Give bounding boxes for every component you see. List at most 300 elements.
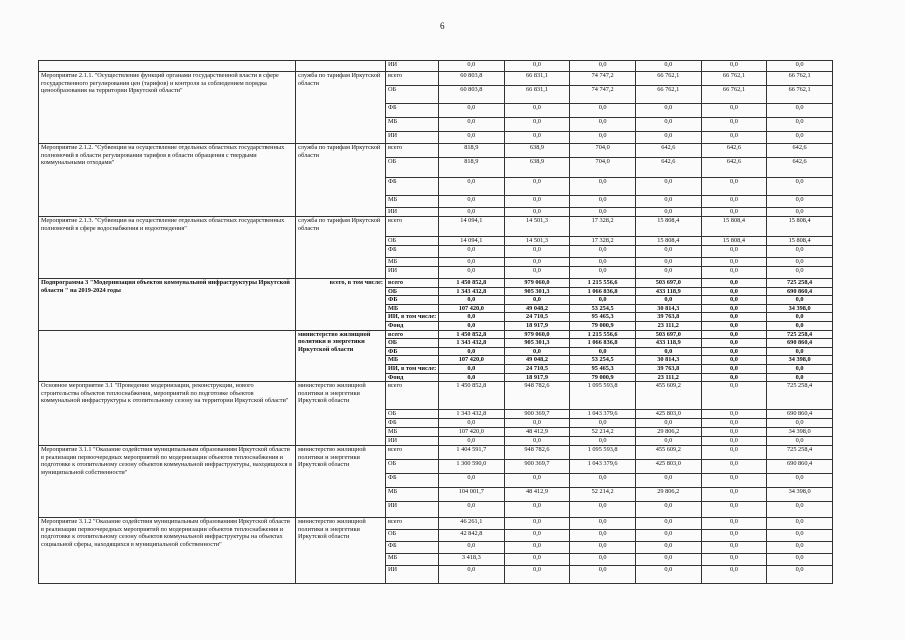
- amount-cell: 455 609,2: [635, 446, 701, 460]
- amount-cell: 17 328,2: [570, 237, 636, 246]
- amount-cell: 79 000,9: [570, 373, 636, 382]
- amount-cell: 0,0: [635, 61, 701, 72]
- amount-cell: 0,0: [635, 542, 701, 554]
- amount-cell: 1 450 852,8: [439, 382, 505, 410]
- executor: министерство жилищной политики и энергетики Иркутской области: [296, 518, 386, 584]
- funding-source: ОБ: [386, 287, 439, 296]
- amount-cell: 0,0: [439, 296, 505, 305]
- amount-cell: 34 398,0: [767, 356, 833, 365]
- amount-cell: 0,0: [701, 267, 767, 279]
- amount-cell: 704,0: [570, 144, 636, 158]
- amount-cell: 0,0: [701, 208, 767, 217]
- amount-cell: 1 043 379,6: [570, 460, 636, 474]
- amount-cell: 49 048,2: [504, 304, 570, 313]
- amount-cell: 0,0: [701, 279, 767, 288]
- amount-cell: 1 095 593,8: [570, 382, 636, 410]
- amount-cell: 979 060,0: [504, 330, 570, 339]
- funding-source: ФБ: [386, 419, 439, 428]
- amount-cell: 0,0: [701, 313, 767, 322]
- amount-cell: 0,0: [570, 196, 636, 208]
- amount-cell: 0,0: [701, 542, 767, 554]
- funding-source: ФБ: [386, 178, 439, 196]
- amount-cell: 0,0: [701, 428, 767, 437]
- amount-cell: 0,0: [504, 566, 570, 584]
- amount-cell: 0,0: [701, 554, 767, 566]
- amount-cell: 66 831,1: [504, 86, 570, 104]
- amount-cell: 0,0: [701, 287, 767, 296]
- amount-cell: 0,0: [439, 132, 505, 144]
- amount-cell: 0,0: [504, 542, 570, 554]
- amount-cell: 66 762,1: [701, 86, 767, 104]
- amount-cell: 107 420,0: [439, 356, 505, 365]
- amount-cell: 425 803,0: [635, 460, 701, 474]
- amount-cell: 1 066 836,8: [570, 339, 636, 348]
- activity-name: Мероприятие 2.1.3. "Субвенции на осуществление отдельных областных государственных полномочий в сфере водоснабжения и водоотведения": [39, 217, 296, 279]
- amount-cell: 0,0: [635, 347, 701, 356]
- amount-cell: 66 762,1: [767, 86, 833, 104]
- amount-cell: 52 214,2: [570, 428, 636, 437]
- amount-cell: 0,0: [570, 474, 636, 488]
- amount-cell: 900 369,7: [504, 460, 570, 474]
- amount-cell: 17 328,2: [570, 217, 636, 237]
- funding-source: ИИ: [386, 132, 439, 144]
- funding-source: всего: [386, 446, 439, 460]
- amount-cell: 15 808,4: [767, 237, 833, 246]
- amount-cell: 0,0: [504, 437, 570, 446]
- amount-cell: 0,0: [439, 104, 505, 118]
- amount-cell: 0,0: [767, 321, 833, 330]
- amount-cell: 979 060,0: [504, 279, 570, 288]
- amount-cell: 66 762,1: [635, 72, 701, 86]
- table-row: [39, 217, 833, 237]
- amount-cell: 66 762,1: [701, 72, 767, 86]
- amount-cell: 0,0: [439, 502, 505, 518]
- amount-cell: 0,0: [767, 313, 833, 322]
- amount-cell: 0,0: [439, 61, 505, 72]
- amount-cell: 1 343 432,8: [439, 339, 505, 348]
- amount-cell: 18 917,9: [504, 373, 570, 382]
- amount-cell: 0,0: [701, 518, 767, 530]
- amount-cell: 0,0: [570, 132, 636, 144]
- executor: всего, в том числе:: [296, 279, 386, 331]
- amount-cell: 0,0: [504, 178, 570, 196]
- amount-cell: 0,0: [504, 258, 570, 267]
- amount-cell: 79 000,9: [570, 321, 636, 330]
- amount-cell: 23 111,2: [635, 321, 701, 330]
- amount-cell: 0,0: [504, 104, 570, 118]
- amount-cell: 0,0: [570, 246, 636, 258]
- amount-cell: 3 418,3: [439, 554, 505, 566]
- amount-cell: 433 118,9: [635, 339, 701, 348]
- amount-cell: 0,0: [439, 321, 505, 330]
- amount-cell: 0,0: [767, 132, 833, 144]
- amount-cell: 642,6: [635, 158, 701, 178]
- amount-cell: 107 420,0: [439, 304, 505, 313]
- amount-cell: 0,0: [504, 208, 570, 217]
- amount-cell: 725 258,4: [767, 446, 833, 460]
- amount-cell: 0,0: [635, 296, 701, 305]
- table-row: [39, 330, 833, 339]
- funding-source: ФБ: [386, 246, 439, 258]
- amount-cell: 0,0: [635, 554, 701, 566]
- amount-cell: 39 763,8: [635, 364, 701, 373]
- activity-name: [39, 61, 296, 72]
- funding-source: МБ: [386, 258, 439, 267]
- amount-cell: 0,0: [635, 178, 701, 196]
- amount-cell: 0,0: [570, 518, 636, 530]
- amount-cell: 1 066 836,8: [570, 287, 636, 296]
- amount-cell: 24 710,5: [504, 364, 570, 373]
- amount-cell: 0,0: [767, 474, 833, 488]
- amount-cell: 14 094,1: [439, 237, 505, 246]
- amount-cell: 0,0: [701, 132, 767, 144]
- funding-source: ФБ: [386, 347, 439, 356]
- amount-cell: 0,0: [701, 258, 767, 267]
- funding-source: ОБ: [386, 530, 439, 542]
- amount-cell: 0,0: [570, 118, 636, 132]
- amount-cell: 425 803,0: [635, 410, 701, 419]
- table-row: [39, 61, 833, 72]
- amount-cell: 0,0: [504, 267, 570, 279]
- amount-cell: 0,0: [701, 339, 767, 348]
- amount-cell: 0,0: [701, 330, 767, 339]
- amount-cell: 14 501,3: [504, 217, 570, 237]
- amount-cell: 905 301,3: [504, 339, 570, 348]
- amount-cell: 46 261,1: [439, 518, 505, 530]
- amount-cell: 0,0: [635, 419, 701, 428]
- funding-source: МБ: [386, 488, 439, 502]
- funding-source: всего: [386, 144, 439, 158]
- amount-cell: 0,0: [635, 196, 701, 208]
- amount-cell: 503 697,0: [635, 330, 701, 339]
- amount-cell: 725 258,4: [767, 279, 833, 288]
- funding-source: всего: [386, 217, 439, 237]
- funding-source: ИИ: [386, 61, 439, 72]
- amount-cell: 0,0: [701, 104, 767, 118]
- amount-cell: 0,0: [635, 566, 701, 584]
- amount-cell: 0,0: [439, 196, 505, 208]
- amount-cell: 0,0: [439, 566, 505, 584]
- amount-cell: 0,0: [701, 530, 767, 542]
- amount-cell: 0,0: [701, 118, 767, 132]
- funding-source: ИИ: [386, 208, 439, 217]
- amount-cell: 48 412,9: [504, 488, 570, 502]
- amount-cell: 0,0: [767, 347, 833, 356]
- amount-cell: 15 808,4: [767, 217, 833, 237]
- amount-cell: 642,6: [701, 158, 767, 178]
- amount-cell: 642,6: [767, 144, 833, 158]
- amount-cell: 0,0: [701, 296, 767, 305]
- amount-cell: 948 782,6: [504, 446, 570, 460]
- funding-source: ФБ: [386, 104, 439, 118]
- amount-cell: 0,0: [767, 196, 833, 208]
- amount-cell: 704,0: [570, 158, 636, 178]
- amount-cell: 0,0: [504, 246, 570, 258]
- amount-cell: 15 808,4: [635, 237, 701, 246]
- amount-cell: 1 043 379,6: [570, 410, 636, 419]
- amount-cell: 0,0: [570, 61, 636, 72]
- amount-cell: 900 369,7: [504, 410, 570, 419]
- activity-name: Мероприятие 3.1.2 "Оказание содействия муниципальным образованиям Иркутской области в реализации первоочередных мероприятий по модернизации объектов теплоснабжения и подготовке к отопительному сезону объектов коммунальной инфраструктуры на объектах социальной сферы, находящихся в муниципальной собственности": [39, 518, 296, 584]
- amount-cell: 0,0: [701, 304, 767, 313]
- amount-cell: 0,0: [701, 474, 767, 488]
- amount-cell: 0,0: [767, 502, 833, 518]
- funding-source: ИИ, в том числе:: [386, 364, 439, 373]
- amount-cell: 0,0: [570, 437, 636, 446]
- amount-cell: 0,0: [635, 530, 701, 542]
- amount-cell: 0,0: [767, 419, 833, 428]
- amount-cell: 0,0: [504, 419, 570, 428]
- amount-cell: 0,0: [439, 208, 505, 217]
- amount-cell: 0,0: [439, 474, 505, 488]
- amount-cell: 0,0: [635, 267, 701, 279]
- amount-cell: 30 814,3: [635, 304, 701, 313]
- amount-cell: 42 842,8: [439, 530, 505, 542]
- amount-cell: 0,0: [439, 267, 505, 279]
- amount-cell: 60 803,8: [439, 72, 505, 86]
- amount-cell: 0,0: [570, 542, 636, 554]
- amount-cell: 0,0: [767, 258, 833, 267]
- amount-cell: 690 860,4: [767, 339, 833, 348]
- funding-source: всего: [386, 518, 439, 530]
- funding-source: ОБ: [386, 158, 439, 178]
- amount-cell: 0,0: [504, 502, 570, 518]
- table-row: [39, 72, 833, 86]
- funding-source: ОБ: [386, 237, 439, 246]
- amount-cell: 0,0: [635, 258, 701, 267]
- funding-source: МБ: [386, 304, 439, 313]
- funding-source: всего: [386, 382, 439, 410]
- amount-cell: 0,0: [635, 132, 701, 144]
- executor: министерство жилищной политики и энергетики Иркутской области: [296, 446, 386, 518]
- amount-cell: 0,0: [570, 554, 636, 566]
- amount-cell: 0,0: [504, 196, 570, 208]
- executor: служба по тарифам Иркутской области: [296, 217, 386, 279]
- amount-cell: 0,0: [767, 566, 833, 584]
- funding-source: ИИ, в том числе:: [386, 313, 439, 322]
- amount-cell: 638,9: [504, 158, 570, 178]
- amount-cell: 0,0: [701, 410, 767, 419]
- amount-cell: 0,0: [767, 61, 833, 72]
- amount-cell: 0,0: [635, 518, 701, 530]
- funding-source: всего: [386, 279, 439, 288]
- amount-cell: 0,0: [439, 246, 505, 258]
- amount-cell: 690 860,4: [767, 410, 833, 419]
- amount-cell: 0,0: [439, 118, 505, 132]
- amount-cell: 0,0: [701, 566, 767, 584]
- amount-cell: 1 343 432,8: [439, 410, 505, 419]
- amount-cell: 690 860,4: [767, 460, 833, 474]
- amount-cell: 1 343 432,8: [439, 287, 505, 296]
- amount-cell: 34 398,0: [767, 304, 833, 313]
- amount-cell: 30 814,3: [635, 356, 701, 365]
- amount-cell: 0,0: [635, 246, 701, 258]
- amount-cell: 725 258,4: [767, 382, 833, 410]
- amount-cell: 0,0: [570, 267, 636, 279]
- amount-cell: 107 420,0: [439, 428, 505, 437]
- amount-cell: 1 300 590,0: [439, 460, 505, 474]
- amount-cell: 1 450 852,8: [439, 330, 505, 339]
- amount-cell: 0,0: [701, 488, 767, 502]
- amount-cell: 104 001,7: [439, 488, 505, 502]
- amount-cell: 0,0: [504, 518, 570, 530]
- amount-cell: 0,0: [701, 373, 767, 382]
- amount-cell: 0,0: [504, 554, 570, 566]
- amount-cell: 0,0: [570, 208, 636, 217]
- amount-cell: 14 501,3: [504, 237, 570, 246]
- amount-cell: 0,0: [504, 347, 570, 356]
- amount-cell: 0,0: [504, 61, 570, 72]
- amount-cell: 60 803,8: [439, 86, 505, 104]
- amount-cell: 0,0: [439, 364, 505, 373]
- amount-cell: 818,9: [439, 158, 505, 178]
- amount-cell: 23 111,2: [635, 373, 701, 382]
- amount-cell: 0,0: [439, 178, 505, 196]
- amount-cell: 0,0: [504, 530, 570, 542]
- amount-cell: 690 860,4: [767, 287, 833, 296]
- amount-cell: 642,6: [767, 158, 833, 178]
- amount-cell: 66 762,1: [767, 72, 833, 86]
- amount-cell: 0,0: [701, 178, 767, 196]
- funding-source: ИИ: [386, 566, 439, 584]
- table-row: [39, 144, 833, 158]
- amount-cell: 18 917,9: [504, 321, 570, 330]
- amount-cell: 0,0: [701, 61, 767, 72]
- funding-source: Фонд: [386, 373, 439, 382]
- funding-source: ФБ: [386, 474, 439, 488]
- amount-cell: 503 697,0: [635, 279, 701, 288]
- amount-cell: 0,0: [701, 321, 767, 330]
- amount-cell: 0,0: [504, 296, 570, 305]
- funding-source: ОБ: [386, 339, 439, 348]
- amount-cell: 0,0: [701, 347, 767, 356]
- amount-cell: 1 095 593,8: [570, 446, 636, 460]
- amount-cell: 95 465,3: [570, 364, 636, 373]
- amount-cell: 29 806,2: [635, 428, 701, 437]
- amount-cell: 948 782,6: [504, 382, 570, 410]
- funding-source: ОБ: [386, 86, 439, 104]
- table-row: [39, 446, 833, 460]
- amount-cell: 0,0: [570, 347, 636, 356]
- amount-cell: 0,0: [570, 178, 636, 196]
- amount-cell: 0,0: [767, 530, 833, 542]
- amount-cell: 0,0: [767, 518, 833, 530]
- amount-cell: 15 808,4: [701, 217, 767, 237]
- amount-cell: 53 254,5: [570, 356, 636, 365]
- amount-cell: 0,0: [570, 296, 636, 305]
- amount-cell: 1 215 556,6: [570, 330, 636, 339]
- amount-cell: 0,0: [439, 313, 505, 322]
- table-row: [39, 382, 833, 410]
- executor: министерство жилищной политики и энергетики Иркутской области: [296, 330, 386, 382]
- amount-cell: 0,0: [635, 437, 701, 446]
- amount-cell: 0,0: [767, 296, 833, 305]
- amount-cell: 0,0: [701, 356, 767, 365]
- activity-name: Мероприятие 2.1.2. "Субвенции на осуществление отдельных областных государственных полномочий в области регулирования тарифов в области обращения с твердыми коммунальными отходами": [39, 144, 296, 217]
- amount-cell: 1 404 591,7: [439, 446, 505, 460]
- amount-cell: 638,9: [504, 144, 570, 158]
- amount-cell: 48 412,9: [504, 428, 570, 437]
- amount-cell: 0,0: [767, 267, 833, 279]
- amount-cell: 0,0: [570, 530, 636, 542]
- amount-cell: 905 301,3: [504, 287, 570, 296]
- executor: [296, 61, 386, 72]
- funding-source: ИИ: [386, 267, 439, 279]
- amount-cell: 74 747,2: [570, 86, 636, 104]
- funding-source: всего: [386, 72, 439, 86]
- funding-source: ФБ: [386, 296, 439, 305]
- amount-cell: 0,0: [570, 258, 636, 267]
- funding-source: ИИ: [386, 437, 439, 446]
- amount-cell: 0,0: [767, 554, 833, 566]
- amount-cell: 0,0: [439, 542, 505, 554]
- activity-name: Подпрограмма 3 "Модернизация объектов коммунальной инфраструктуры Иркутской области " на 2019-2024 годы: [39, 279, 296, 331]
- amount-cell: 0,0: [701, 502, 767, 518]
- amount-cell: 0,0: [701, 382, 767, 410]
- funding-source: ОБ: [386, 460, 439, 474]
- amount-cell: 0,0: [701, 364, 767, 373]
- amount-cell: 818,9: [439, 144, 505, 158]
- amount-cell: 0,0: [767, 542, 833, 554]
- amount-cell: 66 762,1: [635, 86, 701, 104]
- amount-cell: 0,0: [635, 502, 701, 518]
- funding-source: МБ: [386, 428, 439, 437]
- amount-cell: 0,0: [701, 460, 767, 474]
- amount-cell: 0,0: [635, 104, 701, 118]
- amount-cell: 0,0: [767, 178, 833, 196]
- amount-cell: 29 806,2: [635, 488, 701, 502]
- funding-source: всего: [386, 330, 439, 339]
- budget-table: [38, 60, 833, 584]
- amount-cell: 0,0: [701, 446, 767, 460]
- executor: служба по тарифам Иркутской области: [296, 72, 386, 144]
- page-number: 6: [440, 21, 445, 31]
- funding-source: МБ: [386, 118, 439, 132]
- amount-cell: 0,0: [701, 419, 767, 428]
- funding-source: ФБ: [386, 542, 439, 554]
- amount-cell: 34 398,0: [767, 428, 833, 437]
- amount-cell: 1 215 556,6: [570, 279, 636, 288]
- funding-source: ОБ: [386, 410, 439, 419]
- funding-source: МБ: [386, 196, 439, 208]
- amount-cell: 0,0: [767, 208, 833, 217]
- amount-cell: 0,0: [767, 118, 833, 132]
- activity-name: Мероприятие 2.1.1. "Осуществление функций органами государственной власти в сфере государственного регулирования цен (тарифов) и контроля за соблюдением порядка ценообразования на территории Иркутской области": [39, 72, 296, 144]
- amount-cell: 725 258,4: [767, 330, 833, 339]
- amount-cell: 0,0: [767, 373, 833, 382]
- funding-source: ИИ: [386, 502, 439, 518]
- funding-source: МБ: [386, 554, 439, 566]
- amount-cell: 0,0: [767, 104, 833, 118]
- amount-cell: 0,0: [767, 246, 833, 258]
- amount-cell: 39 763,8: [635, 313, 701, 322]
- amount-cell: 0,0: [635, 474, 701, 488]
- amount-cell: 0,0: [439, 373, 505, 382]
- amount-cell: 15 808,4: [635, 217, 701, 237]
- activity-name: [39, 330, 296, 382]
- amount-cell: 34 398,0: [767, 488, 833, 502]
- activity-name: Основное мероприятие 3.1 "Проведение модернизации, реконструкции, нового строительства объектов теплоснабжения, мероприятий по подготовке объектов коммунальной инфраструктуры к отопительному сезону на территории Иркутской области": [39, 382, 296, 446]
- amount-cell: 0,0: [701, 196, 767, 208]
- amount-cell: 53 254,5: [570, 304, 636, 313]
- amount-cell: 0,0: [570, 502, 636, 518]
- amount-cell: 0,0: [504, 132, 570, 144]
- amount-cell: 642,6: [635, 144, 701, 158]
- amount-cell: 0,0: [439, 437, 505, 446]
- funding-source: МБ: [386, 356, 439, 365]
- amount-cell: 0,0: [767, 364, 833, 373]
- activity-name: Мероприятие 3.1.1 "Оказание содействия муниципальным образованиям Иркутской области в реализации первоочередных мероприятий по модернизации объектов теплоснабжения и подготовке к отопительному сезону объектов коммунальной инфраструктуры, находящихся в муниципальной собственности": [39, 446, 296, 518]
